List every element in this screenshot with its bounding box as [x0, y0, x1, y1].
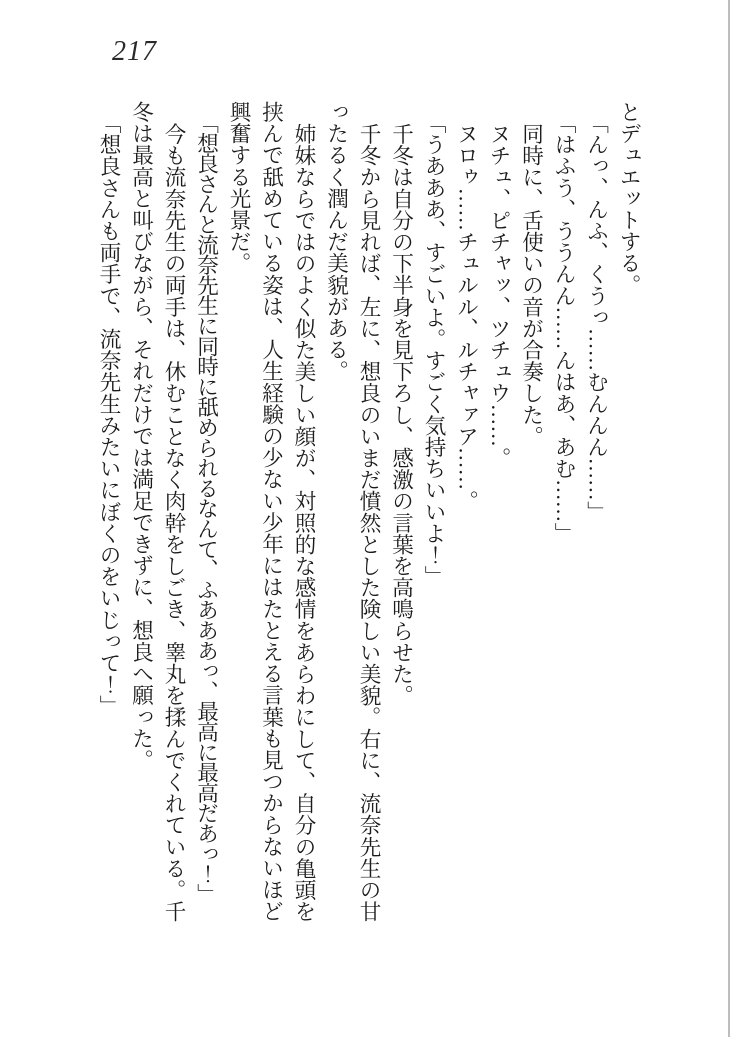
paragraph-9: 千冬から見れば、左に、想良のいまだ憤然とした険しい美貌。右に、流奈先生の甘ったるく潤んだ美貌がある。	[324, 101, 381, 922]
page-number: 217	[112, 36, 157, 67]
paragraph-11: 「想良さんと流奈先生に同時に舐められるなんて、ふあああっ、最高に最高だあっ！」	[194, 111, 219, 904]
paragraph-2: 「んっ、んふ、くうっ……むんんん……」	[584, 111, 609, 523]
paragraph-3: 「はふう、ううんん……んはあ、あむ……」	[552, 111, 576, 544]
paragraph-10: 姉妹ならではのよく似た美しい顔が、対照的な感情をあらわにして、自分の亀頭を挟んで舐めている姿は、人生経験の少ない少年にはたとえる言葉も見つからないほど興奮する光景だ。	[227, 101, 316, 922]
paragraph-4: 同時に、舌使いの音が合奏した。	[519, 122, 544, 447]
paragraph-7: 「うあああ、すごいよ。すごく気持ちいいよ！」	[422, 111, 446, 587]
page-text	[93, 101, 646, 923]
page-edge-line	[728, 0, 730, 1037]
paragraph-1: とデュエットする。	[617, 101, 641, 296]
paragraph-6: ヌロゥ……チュルル、ルチャァア……。	[454, 122, 479, 512]
paragraph-12: 今も流奈先生の両手は、休むことなく肉幹をしごき、睾丸を揉んでくれている。千冬は最高と叫びながら、それだけでは満足できずに、想良へ願った。	[129, 101, 186, 922]
paragraph-8: 千冬は自分の下半身を見下ろし、感激の言葉を高鳴らせた。	[389, 122, 414, 706]
paragraph-5: ヌチュ、ピチャッ、ツチュウ……。	[487, 122, 511, 469]
paragraph-13: 「想良さんも両手で、流奈先生みたいにぼくのをいじって！」	[97, 111, 121, 717]
